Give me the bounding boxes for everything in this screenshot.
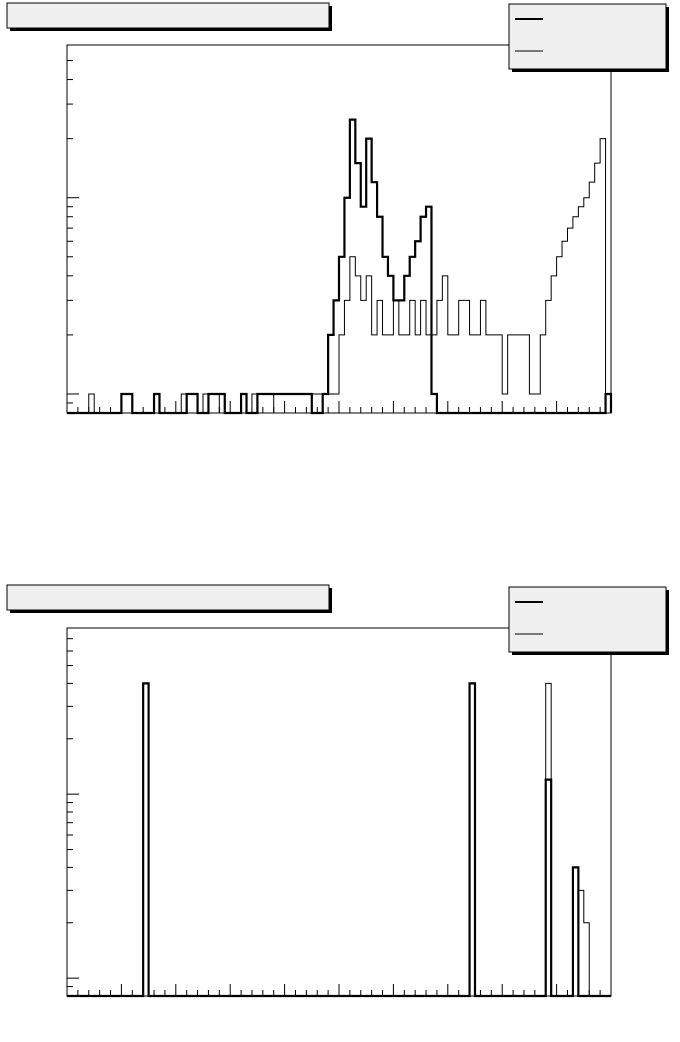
series-1-histogram (67, 683, 611, 996)
chart-2 (7, 585, 669, 996)
legend-box (509, 587, 666, 652)
chart-1 (7, 3, 669, 413)
title-box (7, 585, 329, 610)
title-box (7, 3, 329, 28)
legend-box (509, 4, 666, 69)
